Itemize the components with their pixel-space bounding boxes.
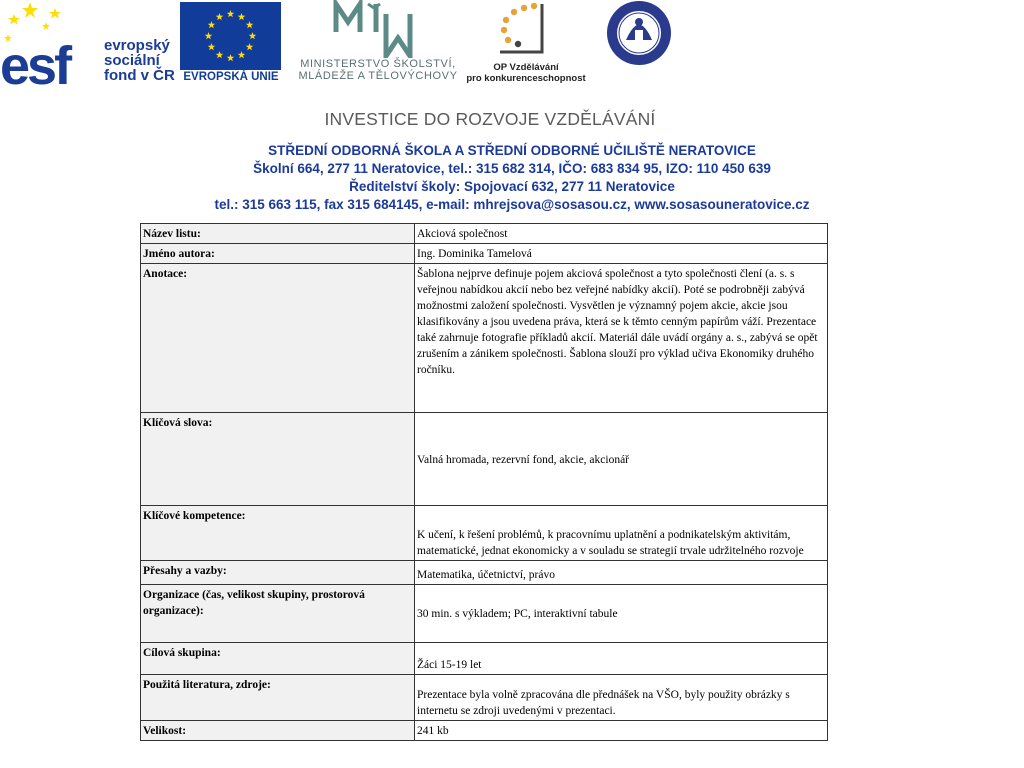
table-row — [141, 643, 828, 675]
school-info — [0, 142, 1024, 214]
school-name: STŘEDNÍ ODBORNÁ ŠKOLA A STŘEDNÍ ODBORNÉ UČILIŠTĚ NERATOVICE — [268, 143, 756, 158]
table-row — [141, 413, 828, 506]
school-address: Školní 664, 277 11 Neratovice, tel.: 315 682 314, IČO: 683 834 95, IZO: 110 450 639 — [253, 161, 771, 176]
row-label: Klíčová slova: — [141, 413, 415, 506]
logo-band — [0, 0, 1024, 92]
row-value: Akciová společnost — [415, 224, 828, 244]
row-label: Název listu: — [141, 224, 415, 244]
school-seal-icon — [606, 0, 672, 66]
row-value — [415, 643, 828, 675]
table-row — [141, 224, 828, 244]
op-logo — [466, 0, 586, 90]
esf-caption-line: sociální — [104, 52, 160, 69]
row-value: Šablona nejprve definuje pojem akciová společnost a tyto společnosti člení (a. s. s veřejnou nabídkou akcií nebo bez veřejné nabídky akcií). Poté se podrobněji zabývá možnostmi založení společnosti. Vysvětlen je významný pojem akcie, akcie jsou klasifikovány a jsou uvedena práva, která se k těmto cenným papírům váží. Prezentace také zahrnuje fotografie příkladů akcií. Materiál dále uvádí orgány a. s., zabývá se opět zrušením a zánikem společnosti. Šablona slouží pro výklad učiva Ekonomiky druhého ročníku. — [415, 264, 828, 413]
row-label: Velikost: — [141, 721, 415, 741]
row-value-text: Valná hromada, rezervní fond, akcie, akcionář — [417, 453, 630, 466]
row-value — [415, 413, 828, 506]
esf-logo — [0, 0, 175, 90]
school-contacts: tel.: 315 663 115, fax 315 684145, e-mail: mhrejsova@sosasou.cz, www.sosasouneratovice.cz — [214, 197, 810, 212]
msmt-caption-line: MLÁDEŽE A TĚLOVÝCHOVY — [298, 70, 458, 82]
op-caption — [466, 62, 586, 84]
tagline — [0, 109, 980, 130]
op-caption-line: OP Vzdělávání — [493, 62, 559, 73]
row-value: 241 kb — [415, 721, 828, 741]
row-value-text: Matematika, účetnictví, právo — [417, 569, 555, 581]
table-row — [141, 585, 828, 643]
svg-text:esf: esf — [0, 36, 70, 88]
row-value-text: Žáci 15-19 let — [417, 659, 482, 671]
table-row — [141, 561, 828, 585]
row-value — [415, 506, 828, 561]
eu-caption: EVROPSKÁ UNIE — [183, 71, 279, 83]
eu-logo — [180, 0, 282, 90]
msmt-caption-line: MINISTERSTVO ŠKOLSTVÍ, — [300, 58, 456, 70]
row-value-text: K učení, k řešení problémů, k pracovnímu uplatnění a podnikatelským aktivitám, matematické, jednat ekonomicky a v souladu se strategií trvale udržitelného rozvoje — [417, 529, 804, 557]
row-value: Ing. Dominika Tamelová — [415, 244, 828, 264]
row-label: Cílová skupina: — [141, 643, 415, 675]
row-label: Přesahy a vazby: — [141, 561, 415, 585]
eu-flag-icon — [180, 2, 281, 70]
msmt-logo — [288, 0, 468, 90]
school-seal-logo — [606, 0, 672, 66]
msmt-caption — [288, 58, 468, 82]
metadata-table — [140, 223, 828, 741]
esf-caption-line: evropský — [104, 37, 170, 54]
row-label: Anotace: — [141, 264, 415, 413]
op-mark-icon — [494, 0, 556, 62]
row-value — [415, 561, 828, 585]
esf-caption — [104, 38, 175, 83]
row-value — [415, 675, 828, 721]
row-label: Použitá literatura, zdroje: — [141, 675, 415, 721]
table-row — [141, 244, 828, 264]
row-value — [415, 585, 828, 643]
table-row — [141, 264, 828, 413]
table-row — [141, 506, 828, 561]
row-label: Jméno autora: — [141, 244, 415, 264]
table-row — [141, 721, 828, 741]
esf-caption-line: fond v ČR — [104, 67, 175, 84]
row-label: Klíčové kompetence: — [141, 506, 415, 561]
school-directorate: Ředitelství školy: Spojovací 632, 277 11 Neratovice — [349, 179, 675, 194]
esf-mark-icon — [0, 0, 100, 88]
op-caption-line: pro konkurenceschopnost — [466, 73, 586, 84]
table-row — [141, 675, 828, 721]
row-value-text: 30 min. s výkladem; PC, interaktivní tabule — [417, 608, 618, 620]
row-value-text: Prezentace byla volně zpracována dle přednášek na VŠO, byly použity obrázky s internetu se zdroji uvedenými v prezentaci. — [417, 689, 790, 717]
row-label: Organizace (čas, velikost skupiny, prostorová organizace): — [141, 585, 415, 643]
tagline-text: INVESTICE DO ROZVOJE VZDĚLÁVÁNÍ — [324, 109, 656, 129]
msmt-mark-icon — [332, 0, 414, 58]
